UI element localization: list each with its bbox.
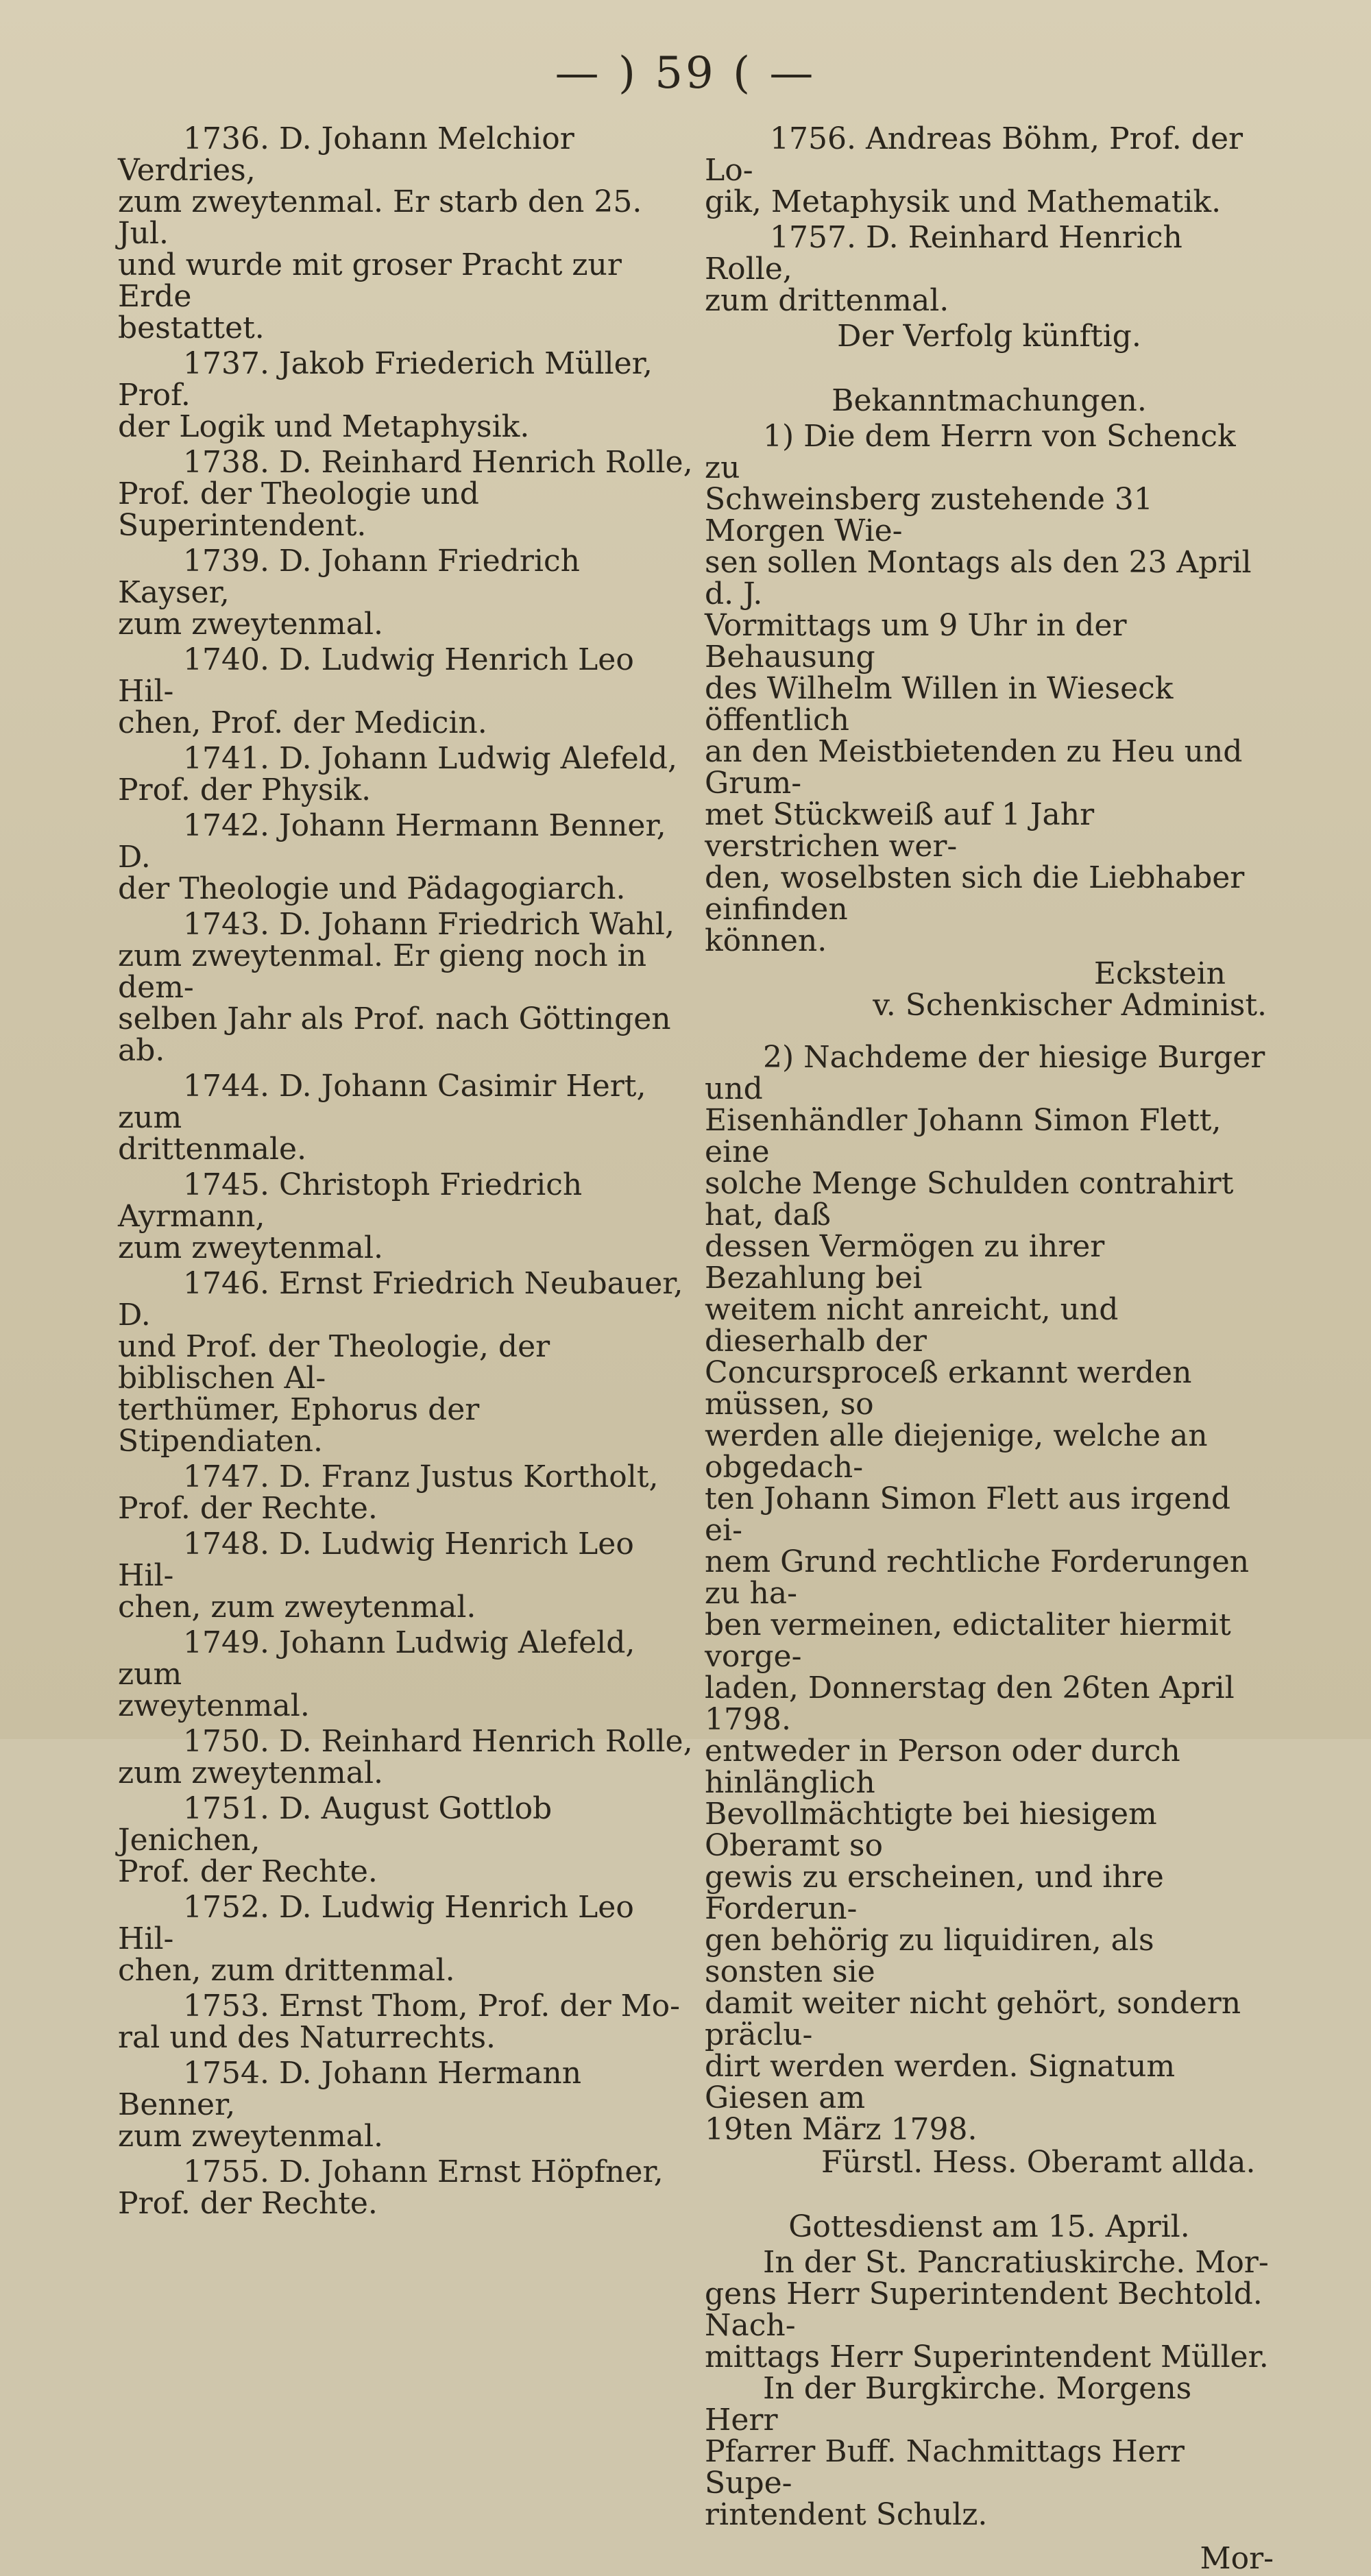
entry-line: ral und des Naturrechts.: [118, 2020, 496, 2055]
text-line: gen behörig zu liquidiren, als sonsten sie: [705, 1923, 1154, 1989]
entry-line: Prof. der Theologie und Superintendent.: [118, 476, 479, 543]
entry-line: Prof. der Rechte.: [118, 2186, 378, 2221]
text-line: 2) Nachdeme der hiesige Burger und: [705, 1040, 1265, 1106]
chronicle-entry: [705, 123, 1274, 218]
entry-line: zum zweytenmal.: [118, 607, 384, 642]
text-line: ten Johann Simon Flett aus irgend ei-: [705, 1481, 1231, 1548]
chronicle-entry: [118, 1627, 694, 1722]
text-line: laden, Donnerstag den 26ten April 1798.: [705, 1670, 1235, 1737]
entry-first-line: 1753. Ernst Thom, Prof. der Mo-: [183, 1989, 681, 2024]
text-line: damit weiter nicht gehört, sondern präclu-: [705, 1986, 1241, 2052]
entry-line: bestattet.: [118, 311, 265, 345]
entry-line: Prof. der Rechte.: [118, 1491, 378, 1526]
entry-first-line: 1745. Christoph Friedrich Ayrmann,: [118, 1167, 583, 1234]
entry-line: drittenmale.: [118, 1132, 307, 1167]
entry-line: der Theologie und Pädagogiarch.: [118, 871, 626, 906]
chronicle-entry: [118, 447, 694, 542]
continued-note: Der Verfolg künftig.: [837, 319, 1141, 354]
service-line: gens Herr Superintendent Bechtold. Nach-: [705, 2276, 1263, 2343]
chronicle-entry: [118, 546, 694, 640]
entry-first-line: 1755. D. Johann Ernst Höpfner,: [183, 2154, 664, 2189]
entry-line: der Logik und Metaphysik.: [118, 409, 530, 444]
entry-line: selben Jahr als Prof. nach Göttingen ab.: [118, 1001, 671, 1068]
notice-2-signer: Fürstl. Hess. Oberamt allda.: [821, 2145, 1256, 2180]
chronicle-entry: [118, 1461, 694, 1524]
notice-1-signer-title: v. Schenkischer Administ.: [873, 988, 1267, 1023]
text-line: Concursproceß erkannt werden müssen, so: [705, 1355, 1192, 1422]
entry-first-line: 1756. Andreas Böhm, Prof. der Lo-: [705, 121, 1243, 188]
chronicle-entry: [118, 743, 694, 806]
entry-line: chen, zum zweytenmal.: [118, 1590, 476, 1625]
text-line: den, woselbsten sich die Liebhaber einfinden: [705, 860, 1245, 927]
text-line: Vormittags um 9 Uhr in der Behausung: [705, 608, 1127, 675]
chronicle-entry: [118, 123, 694, 344]
entry-line: und Prof. der Theologie, der biblischen Al-: [118, 1329, 550, 1396]
text-line: met Stückweiß auf 1 Jahr verstrichen wer-: [705, 797, 1095, 864]
chronicle-entry: [118, 1892, 694, 1986]
entry-first-line: 1751. D. August Gottlob Jenichen,: [118, 1791, 553, 1858]
entry-line: zum zweytenmal.: [118, 1230, 384, 1265]
entry-first-line: 1750. D. Reinhard Henrich Rolle,: [183, 1724, 693, 1759]
chronicle-entry: [118, 2058, 694, 2152]
service-line: rintendent Schulz.: [705, 2497, 988, 2532]
notice-2: [705, 1042, 1274, 2146]
text-line: gewis zu erscheinen, und ihre Forderun-: [705, 1860, 1164, 1926]
entry-line: gik, Metaphysik und Mathematik.: [705, 184, 1222, 219]
right-column: [705, 123, 1274, 2575]
chronicle-entry: [705, 222, 1274, 317]
service-line: In der Burgkirche. Morgens Herr: [705, 2371, 1192, 2438]
entry-first-line: 1748. D. Ludwig Henrich Leo Hil-: [118, 1527, 634, 1593]
announcements-title: Bekanntmachungen.: [832, 383, 1147, 418]
entry-line: zum zweytenmal. Er starb den 25. Jul.: [118, 184, 642, 251]
catchword: Mor-: [1200, 2541, 1274, 2576]
chronicle-entry: [118, 2156, 694, 2220]
chronicle-entry: [118, 1726, 694, 1789]
entry-first-line: 1747. D. Franz Justus Kortholt,: [183, 1459, 659, 1494]
service-title: Gottesdienst am 15. April.: [788, 2209, 1190, 2244]
chronicle-entry: [118, 1071, 694, 1165]
entry-line: Prof. der Rechte.: [118, 1854, 378, 1889]
entry-line: und wurde mit groser Pracht zur Erde: [118, 247, 622, 314]
entry-first-line: 1742. Johann Hermann Benner, D.: [118, 808, 666, 875]
entry-first-line: 1754. D. Johann Hermann Benner,: [118, 2056, 582, 2122]
chronicle-entry: [118, 1268, 694, 1457]
entry-line: terthümer, Ephorus der Stipendiaten.: [118, 1392, 480, 1459]
chronicle-entry: [118, 1991, 694, 2054]
entry-line: chen, zum drittenmal.: [118, 1953, 455, 1988]
chronicle-entry: [118, 909, 694, 1067]
text-line: entweder in Person oder durch hinlänglich: [705, 1734, 1180, 1800]
text-line: an den Meistbietenden zu Heu und Grum-: [705, 734, 1243, 801]
entry-line: Prof. der Physik.: [118, 773, 372, 807]
entry-line: zum zweytenmal.: [118, 2119, 384, 2154]
chronicle-entry: [118, 1529, 694, 1623]
chronicle-entry: [118, 1169, 694, 1264]
chronicle-entry: [118, 644, 694, 739]
service-line: Pfarrer Buff. Nachmittags Herr Supe-: [705, 2434, 1185, 2501]
service-line: mittags Herr Superintendent Müller.: [705, 2340, 1269, 2374]
notice-1: [705, 421, 1274, 957]
chronicle-entry: [118, 810, 694, 905]
entry-first-line: 1757. D. Reinhard Henrich Rolle,: [705, 220, 1182, 287]
entry-first-line: 1743. D. Johann Friedrich Wahl,: [183, 907, 675, 942]
text-line: können.: [705, 923, 827, 958]
page-number: — ) 59 ( —: [555, 48, 816, 99]
entry-line: chen, Prof. der Medicin.: [118, 705, 487, 740]
text-line: nem Grund rechtliche Forderungen zu ha-: [705, 1544, 1250, 1611]
text-line: dessen Vermögen zu ihrer Bezahlung bei: [705, 1229, 1105, 1296]
text-line: Eisenhändler Johann Simon Flett, eine: [705, 1103, 1222, 1169]
entry-first-line: 1740. D. Ludwig Henrich Leo Hil-: [118, 642, 634, 709]
text-line: 19ten März 1798.: [705, 2112, 978, 2147]
text-line: Bevollmächtigte bei hiesigem Oberamt so: [705, 1797, 1157, 1863]
text-line: des Wilhelm Willen in Wieseck öffentlich: [705, 671, 1174, 738]
service-line: In der St. Pancratiuskirche. Mor-: [763, 2245, 1269, 2280]
entry-line: zweytenmal.: [118, 1688, 310, 1723]
entry-first-line: 1738. D. Reinhard Henrich Rolle,: [183, 445, 693, 480]
entry-first-line: 1736. D. Johann Melchior Verdries,: [118, 121, 574, 188]
right-entries: [705, 123, 1274, 317]
text-line: ben vermeinen, edictaliter hiermit vorge-: [705, 1607, 1231, 1674]
chronicle-entry: [118, 1793, 694, 1888]
text-line: dirt werden werden. Signatum Giesen am: [705, 2049, 1176, 2115]
text-line: 1) Die dem Herrn von Schenck zu: [705, 419, 1236, 485]
text-line: solche Menge Schulden contrahirt hat, daß: [705, 1166, 1234, 1232]
text-line: Schweinsberg zustehende 31 Morgen Wie-: [705, 482, 1153, 548]
entry-first-line: 1746. Ernst Friedrich Neubauer, D.: [118, 1266, 683, 1333]
entry-line: zum zweytenmal.: [118, 1755, 384, 1790]
text-line: weitem nicht anreicht, und dieserhalb der: [705, 1292, 1119, 1359]
notice-1-signer-name: Eckstein: [1093, 956, 1226, 991]
text-line: sen sollen Montags als den 23 April d. J.: [705, 545, 1252, 611]
text-line: werden alle diejenige, welche an obgedach-: [705, 1418, 1208, 1485]
chronicle-entry: [118, 348, 694, 443]
left-column: [118, 123, 694, 2224]
entry-line: zum drittenmal.: [705, 283, 949, 318]
entry-first-line: 1744. D. Johann Casimir Hert, zum: [118, 1069, 646, 1135]
entry-first-line: 1752. D. Ludwig Henrich Leo Hil-: [118, 1890, 634, 1956]
entry-first-line: 1749. Johann Ludwig Alefeld, zum: [118, 1625, 635, 1692]
entry-first-line: 1737. Jakob Friederich Müller, Prof.: [118, 346, 653, 413]
entry-first-line: 1741. D. Johann Ludwig Alefeld,: [183, 741, 678, 776]
entry-line: zum zweytenmal. Er gieng noch in dem-: [118, 938, 647, 1005]
entry-first-line: 1739. D. Johann Friedrich Kayser,: [118, 544, 580, 610]
service-list: [705, 2247, 1274, 2531]
